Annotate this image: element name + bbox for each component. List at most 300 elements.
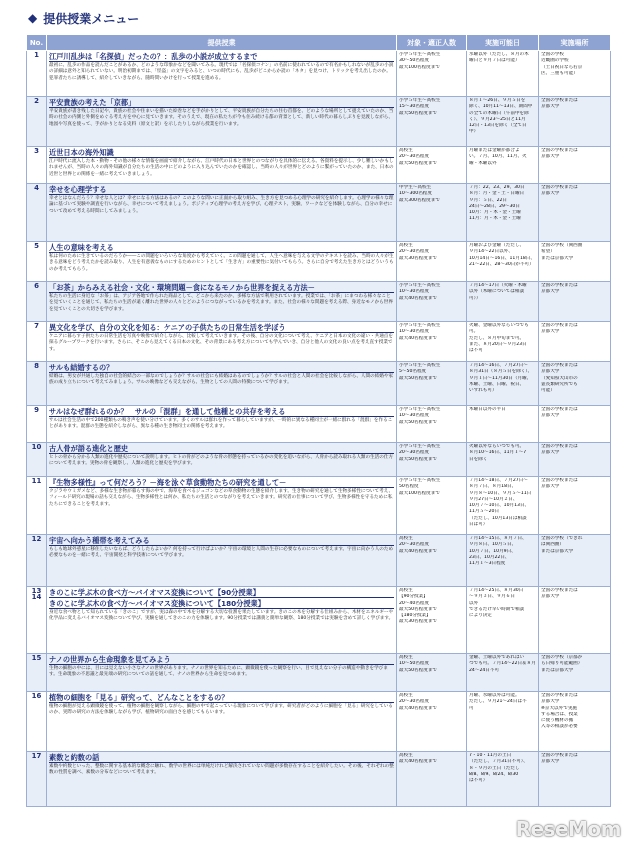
- lesson-title: 『生物多様性』って何だろう？－海を泳ぐ草食動物たちの研究を通して－: [49, 478, 394, 488]
- target-cell: [397, 692, 467, 752]
- place-cell: [539, 282, 611, 322]
- dates-line: （ただし、10月13日は相談: [469, 515, 527, 521]
- lesson-description: 私たちの生活に身近な「お茶」は、アジア各地で作られた商品として、どこから来たのか、多様な方法で利用されています。授業では、「お茶」にまつわる様々なことを見ていくことを通じて、私たちの生活が遠く離れた世界の人々とどのようにつながっているかを考えます。また、社会の様々な問題を考える際、身近なモノから世界を見ていくことの大切さを学びます。: [49, 294, 393, 312]
- target-line: 高校生: [399, 693, 413, 698]
- place-line: 京都大学: [541, 484, 560, 490]
- row-number: 15: [27, 654, 47, 692]
- dates-line: 11月１～3日程度: [469, 561, 506, 567]
- place-line: （愛知県犬山市の: [541, 375, 578, 381]
- lesson-cell: [47, 322, 397, 362]
- dates-line: 日を除く: [469, 456, 488, 462]
- dates-line: また、８月20日～９月23日: [469, 341, 527, 347]
- row-number: 7: [27, 322, 47, 362]
- dates-line: 24日～28日、29～30日: [469, 203, 520, 209]
- lesson-cell: [47, 654, 397, 692]
- lesson-title: 「お茶」からみえる社会・文化・環境問題－食になるモノから世界を捉える方法－: [49, 283, 394, 293]
- place-cell: [539, 477, 611, 535]
- page-title: [28, 8, 139, 28]
- table-row: [27, 51, 611, 97]
- target-line: 最大40名程度まで: [399, 548, 438, 554]
- target-line: 10～30名程度: [399, 289, 430, 295]
- target-cell: [397, 184, 467, 242]
- col-header-dates: 実施可能日: [467, 35, 539, 51]
- dates-line: 木曜日以外の平日: [469, 407, 506, 412]
- target-line: 最大50名程度まで: [399, 456, 438, 462]
- target-line: 最大50名程度まで: [399, 606, 438, 612]
- dates-line: ９月１日～11月30日（月曜、: [469, 375, 532, 381]
- table-row: [27, 147, 611, 184]
- place-line: 京都大学: [541, 759, 560, 765]
- target-line: 20～30名程度: [399, 542, 430, 548]
- place-line: 京都大学: [541, 413, 560, 419]
- place-line: 入等の相談が必要: [541, 724, 578, 730]
- lesson-title: 植物の細胞を「見る」研究って、どんなことをするの？: [49, 693, 394, 703]
- dates-cell: [467, 535, 539, 587]
- target-cell: [397, 654, 467, 692]
- row-number: 4: [27, 184, 47, 242]
- row-number: 12: [27, 535, 47, 587]
- place-cell: [539, 97, 611, 147]
- col-header-target: 対象・適正人数: [397, 35, 467, 51]
- lesson-cell: [47, 51, 397, 97]
- table-row: [27, 654, 611, 692]
- target-line: 10～50名程度: [399, 661, 430, 667]
- target-line: 高校生: [399, 536, 413, 541]
- target-line: 小学５年生～高校生: [399, 407, 441, 412]
- lesson-cell: [47, 587, 397, 654]
- col-header-lesson: 提供授業: [47, 35, 397, 51]
- place-cell: [539, 654, 611, 692]
- dates-line: 7・10・11月の土日: [469, 753, 512, 758]
- target-cell: [397, 147, 467, 184]
- place-line: 全国の学校または: [541, 323, 578, 328]
- table-row: [27, 242, 611, 282]
- table-row: [27, 587, 611, 654]
- dates-cell: [467, 242, 539, 282]
- col-header-no: No.: [27, 35, 47, 51]
- target-cell: [397, 242, 467, 282]
- place-cell: [539, 184, 611, 242]
- dates-line: ７月14～15日、８月７日、: [469, 536, 527, 541]
- lesson-title-2: きのこに学ぶ木の食べ方～バイオマス変換について【180分授業】: [49, 599, 394, 609]
- dates-line: ９月：５日、22日: [469, 197, 508, 203]
- target-cell: [397, 362, 467, 406]
- dates-line: 可。: [469, 329, 479, 335]
- table-row: [27, 184, 611, 242]
- place-cell: [539, 242, 611, 282]
- lesson-cell: [47, 535, 397, 587]
- row-number: 17: [27, 752, 47, 807]
- place-line: 全国の学校: [541, 52, 564, 57]
- dates-line: い。７月、10月、11月、火: [469, 154, 527, 160]
- place-line: ば関西圏）: [541, 542, 564, 548]
- dates-cell: [467, 97, 539, 147]
- place-line: 全国の学校（できれ: [541, 536, 583, 541]
- dates-line: 月曜、水曜以外は可能。: [469, 693, 520, 698]
- row-number: 13 14: [27, 587, 47, 654]
- place-line: （土日祝日なら右京: [541, 64, 583, 70]
- place-line: 可能）: [541, 388, 555, 394]
- row-number: 1: [27, 51, 47, 97]
- dates-line: できるだけ早い時期で相談: [469, 606, 525, 612]
- place-line: 全国の学校（関西圏: [541, 243, 583, 248]
- target-cell: [397, 406, 467, 443]
- target-line: 最大100名程度まで: [399, 490, 440, 496]
- dates-line: は不可: [469, 348, 483, 354]
- target-cell: [397, 322, 467, 362]
- lesson-description: 身近な食べ物として知られている「きのこ」ですが、実は森の中で木を分解する大切な役割を果たしています。きのこの木を分解する仕組みから、木材をエネルギーや化学品に変えるバイオマス変換について学び、実験を通してきのこの力を体験します。90分授業では講義と簡単な観察、180分授業では実験を含めて詳しく学びます。: [49, 610, 394, 622]
- target-line: 最大50名程度まで: [399, 667, 438, 673]
- place-line: 京都大学: [541, 594, 560, 600]
- lesson-cell: [47, 147, 397, 184]
- target-line: 10～30名程度: [399, 329, 430, 335]
- dates-line: ７月14～17日（火曜・木曜: [469, 283, 527, 288]
- row-number: 5: [27, 242, 47, 282]
- table-row: [27, 752, 611, 807]
- lesson-cell: [47, 692, 397, 752]
- place-line: 希望）: [541, 249, 555, 255]
- dates-line: により決定: [469, 613, 492, 619]
- dates-line: 10月７日、10月9日、: [469, 548, 516, 554]
- resemom-watermark: ReseMom: [515, 817, 621, 841]
- dates-line: 10月14日～16日、11月18日、: [469, 255, 535, 261]
- target-cell: [397, 535, 467, 587]
- place-line: 全国の学校または: [541, 478, 578, 483]
- target-line: 最大40名程度まで: [399, 759, 438, 765]
- place-line: 全国の学校または: [541, 283, 578, 288]
- lesson-description: 結婚は、男女が共通した独自の社会的結合の一部なのでしょうか？サルの社会にも結婚はあるのでしょうか？サルの社会と人間の社会を比較しながら、人間の結婚や家族の成り立ちについて考えてみましょう。サルの映像なども交えながら、生物としての人間の特徴について学びます。: [49, 374, 394, 386]
- target-cell: [397, 97, 467, 147]
- target-line: 10～300名程度: [399, 191, 432, 197]
- target-cell: [397, 443, 467, 477]
- lesson-title: 古人骨が語る進化と歴史: [49, 444, 394, 454]
- target-line: 中学生～高校生: [399, 185, 432, 190]
- dates-line: 中）: [469, 129, 479, 135]
- lesson-title: 平安貴族の考えた「京都」: [49, 98, 394, 108]
- dates-line: 21～22日、28～30日が不可）: [469, 261, 534, 267]
- target-line: 50名程度: [399, 484, 419, 490]
- dates-line: ただし、９月21～24日は不: [469, 699, 527, 705]
- lesson-description: 平安貴族が書き残した日記や、貴族の社会や住まいを描いた絵巻などを手がかりとして、平安貴族が自分たちの住む首都を、どのような場所として捉えていたのか、当時の社会の内側と外側をめぐる考え方を中心に見ていきます。そのうえで、現在の私たちが今も住み続ける都の背景として、新しい時代の暮らしぶりを見渡しながら、地図や写真を使って、手がかりとなる史料（原文と訳）を示したりしながら授業を行います。: [49, 109, 394, 127]
- target-line: 最大40名程度まで: [399, 295, 438, 301]
- row-number: 8: [27, 362, 47, 406]
- dates-cell: [467, 51, 539, 97]
- row-number: 2: [27, 97, 47, 147]
- place-cell: [539, 587, 611, 654]
- dates-line: 水曜以外（ただし、８月の木: [469, 52, 529, 57]
- place-line: 全国の学校（京都か: [541, 655, 583, 660]
- place-line: 全国の学校または: [541, 588, 578, 593]
- table-row: [27, 692, 611, 752]
- dates-line: ９月27日～10月２日、: [469, 496, 518, 502]
- target-line: 最大30名程度まで: [399, 619, 438, 625]
- target-line: 【180分授業】: [399, 613, 431, 619]
- place-line: に使う機材の搬: [541, 718, 574, 724]
- dates-cell: [467, 362, 539, 406]
- target-line: 最大50名程度まで: [399, 419, 438, 425]
- dates-line: 月曜または金曜が都合よ: [469, 148, 520, 153]
- place-cell: [539, 692, 611, 752]
- target-line: 小学５年生～高校生: [399, 444, 441, 449]
- dates-cell: [467, 752, 539, 807]
- target-line: 10～30名程度: [399, 413, 430, 419]
- col-header-place: 実施場所: [539, 35, 611, 51]
- target-line: 最大300名程度まで: [399, 197, 440, 203]
- dates-cell: [467, 654, 539, 692]
- place-line: 京都大学: [541, 154, 560, 160]
- row-number: 11: [27, 477, 47, 535]
- dates-line: ８・９月の土日（ただし: [469, 765, 520, 771]
- lesson-title: 異文化を学び、自分の文化を知る：ケニアの子供たちの日常生活を学ぼう: [49, 323, 394, 333]
- lesson-title: 素数と約数の話: [49, 753, 394, 763]
- place-line: 霊長類研究所でも: [541, 381, 578, 387]
- dates-line: ９月８～10日、９月５～11日: [469, 490, 532, 496]
- dates-line: 10月：月・木・金・土曜: [469, 210, 521, 216]
- target-line: 最大50名程度まで: [399, 110, 438, 116]
- lesson-menu-table: [26, 34, 611, 807]
- lesson-title: 人生の意味を考える: [49, 243, 394, 253]
- lesson-title: ナノの世界から生命現象を見てみよう: [49, 655, 394, 665]
- row-number: 3: [27, 147, 47, 184]
- dates-line: 金曜、土曜以外であればい: [469, 655, 525, 660]
- dates-cell: [467, 692, 539, 752]
- target-cell: [397, 51, 467, 97]
- lesson-description: もしも地球外惑星に移住したいならば、どうしたらよいか？何を持って行けばよいか？宇宙の環境と人間の生存に必要なものについて考えます。宇宙に向かう人のため必要なものを一緒に考え、宇宙開発と科学技術について学びます。: [49, 547, 394, 559]
- dates-line: つでも可。７月14～22日＆８月: [469, 661, 536, 667]
- target-line: 最大40名程度まで: [399, 705, 438, 711]
- place-line: 全国の学校または: [541, 407, 578, 412]
- lesson-description: 江戸時代に流入した本・動物・その他の様々な情報を画面で紹介しながら、江戸時代の日本と世界とのつながりを具体的に伝える。各資料を提示し、少し難しいかもしれませんが、当時の人々の海外知識が自分たちの生活の中にどのように入り込んでいたのかを確認し、当時の人々が世界とどのように繋がっていたのか、また、日本の近世と世界との関係を一緒に考えていきましょう。: [49, 159, 394, 177]
- dates-line: 可: [469, 705, 474, 711]
- lesson-title: 幸せを心理学する: [49, 185, 394, 195]
- lesson-title: サルも結婚するの？: [49, 363, 394, 373]
- dates-cell: [467, 184, 539, 242]
- table-row: [27, 535, 611, 587]
- dates-cell: [467, 282, 539, 322]
- dates-cell: [467, 443, 539, 477]
- dates-line: 除く、10月11～13日、期間中: [469, 104, 533, 110]
- target-line: 高校生: [399, 243, 413, 248]
- place-line: 近畿圏の学校: [541, 58, 569, 64]
- place-line: 京都大学: [541, 369, 560, 375]
- dates-line: 以外（木曜については相談: [469, 289, 525, 295]
- place-line: 全国の学校または: [541, 444, 578, 449]
- dates-line: 曜・木曜以外: [469, 160, 497, 166]
- dates-line: 火曜以外ならいつでも可。: [469, 444, 525, 449]
- dates-line: ７月14～16日、７月27日～: [469, 363, 528, 368]
- target-line: 20～30名程度: [399, 699, 430, 705]
- dates-line: 火曜、金曜以外ならいつでも: [469, 323, 529, 328]
- target-line: 小学５年生～高校生: [399, 363, 441, 368]
- place-cell: [539, 147, 611, 184]
- place-cell: [539, 535, 611, 587]
- dates-cell: [467, 147, 539, 184]
- place-cell: [539, 406, 611, 443]
- dates-line: ８月31日（８月５日を除く）、: [469, 369, 533, 375]
- table-row: [27, 406, 611, 443]
- target-line: 高校生: [399, 588, 413, 593]
- place-line: 京都大学: [541, 699, 560, 705]
- lesson-description: クジラやウミガメなど、多様な生き物が暮らす海の中で、海草を食べるジュゴンなどの草食動物の生態を紹介します。生き物の研究を通して生物多様性について考え、フィールド研究の現場の話も交えながら、生物多様性とは何か、私たちの生活とのつながりを考えていきます。研究者の仕事について学び、生物多様性を守るために私たちにできることを考えます。: [49, 489, 394, 507]
- target-line: 小学５年生～高校生: [399, 478, 441, 483]
- dates-line: は不可）: [469, 778, 488, 784]
- target-line: 高校生: [399, 655, 413, 660]
- lesson-cell: [47, 242, 397, 282]
- place-line: 京都大学: [541, 289, 560, 295]
- row-number: 9: [27, 406, 47, 443]
- place-cell: [539, 362, 611, 406]
- dates-line: 12日・13日を除く（全て日: [469, 123, 527, 129]
- target-cell: [397, 752, 467, 807]
- place-line: または京都大学: [541, 548, 574, 554]
- target-line: 最大40名程度まで: [399, 335, 438, 341]
- target-cell: [397, 282, 467, 322]
- target-line: 高校生: [399, 753, 413, 758]
- place-line: する場合は、授業: [541, 711, 578, 717]
- dates-line: 日は可）: [469, 522, 488, 528]
- dates-line: 8/8、8/9、8/24、8/30: [469, 771, 519, 777]
- dates-cell: [467, 477, 539, 535]
- target-line: 小学５年生～高校生: [399, 98, 441, 103]
- lesson-description: 素数や約数といった、整数に関する基本的な概念に触れ、数学の世界には単純だけれど解決されていない問題が多数存在することを紹介したい。その後、それぞれの整数の性質を調べ、素数の分布などについて考えます。: [49, 764, 394, 776]
- lesson-cell: [47, 406, 397, 443]
- target-line: 最大50名程度まで: [399, 160, 438, 166]
- place-line: 全国の学校または: [541, 363, 578, 368]
- table-row: [27, 362, 611, 406]
- dates-line: ８月７日、８月18日、: [469, 484, 517, 490]
- lesson-description: 幸せとはなんだろう？幸せな人とは？幸せになる方法はあるの？このような問いに正面から取り組み、生き方を見つめる心理学の研究を紹介します。心理学の様々な理論に基づいて実験や調査を行いながら、幸せについて考えましょう。ポジティブ心理学の考え方を学び、心理テスト、実験、ワークなどを体験しながら、自分の幸せについて改めて考える時間にしてみましょう。: [49, 196, 394, 214]
- lesson-title: 宇宙へ向かう種帯を考えてみる: [49, 536, 394, 546]
- target-line: 最大100名程度まで: [399, 64, 440, 70]
- dates-line: 可））: [469, 295, 481, 301]
- place-line: 全国の学校または: [541, 693, 578, 698]
- lesson-cell: [47, 477, 397, 535]
- dates-line: 23日、10月22日、: [469, 554, 510, 560]
- target-line: 最大30名程度まで: [399, 255, 438, 261]
- row-number: 16: [27, 692, 47, 752]
- place-cell: [539, 752, 611, 807]
- lesson-cell: [47, 282, 397, 322]
- dates-cell: [467, 406, 539, 443]
- place-cell: [539, 322, 611, 362]
- dates-line: 11月５～20日: [469, 509, 500, 515]
- dates-line: 月曜および金曜（ただし、: [469, 243, 525, 248]
- dates-line: ９月８日、10月５日、: [469, 542, 517, 548]
- dates-line: 11月：月・木・金・土曜: [469, 216, 521, 222]
- place-line: または京都大学: [541, 667, 574, 673]
- place-line: 全国の学校または: [541, 753, 578, 758]
- lesson-description: ヒトの骨から分かる人類の進化や歴史について説明します。ヒトの骨がどのような骨の形態を持っているかの変化を追いながら、人骨から読み取れる人類の生活の仕方について考えます。実物の骨を観察し、人類の進化と歴史を学びます。: [49, 455, 394, 467]
- lesson-description: サルは社会生活の中で200種類もの鳴き声を使い分けています。多くのサルは群れを作って暮らしていますが、一時的に異なる種同士が一緒に群れる「混群」を作ることがあります。混群の生態を紹介しながら、異なる種の生き物同士の関係を考えます。: [49, 418, 393, 430]
- target-line: 高校生: [399, 148, 413, 153]
- place-line: ※京大以外で実施: [541, 705, 578, 711]
- place-cell: [539, 51, 611, 97]
- table-row: [27, 443, 611, 477]
- lesson-description: ケニアに暮らす子供たちの日常生活を写真や映像で紹介しながら、比較して考えていきます。その後、自分の文化について考え、ケニアと日本の文化の違い・共通点を探るグループワークを行います。さらに、そこから見えてくる日本の文化、その背景にある考え方についても学んでいき、自分と他人の文化の良い点を考え直す授業です。: [49, 334, 393, 352]
- dates-line: ９月14～22日以外、: [469, 249, 513, 255]
- lesson-title: 江戸川乱歩は「名探偵」だったの？：乱歩の小説が成立するまで: [49, 52, 394, 62]
- place-line: ら日帰り可能範囲）: [541, 661, 583, 667]
- place-line: 京都大学: [541, 191, 560, 197]
- lesson-title: 近世日本の海外知識: [49, 148, 394, 158]
- dates-line: の全ての木曜日（午前中を除: [469, 110, 529, 116]
- dates-line: ７月14～18日、７月27日～: [469, 478, 528, 483]
- place-line: 全国の学校または: [541, 98, 578, 103]
- lesson-cell: [47, 443, 397, 477]
- place-line: 全国の学校または: [541, 185, 578, 190]
- table-row: [27, 97, 611, 147]
- lesson-cell: [47, 184, 397, 242]
- dates-line: ７月14～25日、８月30日: [469, 588, 524, 593]
- lesson-description: 生物の細胞の中には、目には見えない小さなナノの世界があります。ナノの世界を知るために、顕微鏡を使った観察を行い、目で見えない分子の構造や動きを学びます。生命現象の不思議と最先端の研究についての話を通して、ナノの世界から生命を見つめます。: [49, 666, 388, 678]
- lesson-description: 植物の細胞が見える顕微鏡を使って、植物の細胞を観察しながら、細胞の中で起こっている現象について学びます。研究者がどのように細胞を「見る」研究をしているのか、実際の研究の方法を体験しながら学び、植物研究の面白さを感じてもらいます。: [49, 704, 393, 716]
- place-line: または京都大学: [541, 255, 574, 261]
- target-line: 小学５年生～高校生: [399, 283, 441, 288]
- target-line: 20～40名程度: [399, 600, 430, 606]
- place-line: 区、三重も可能）: [541, 70, 578, 76]
- table-row: [27, 477, 611, 535]
- row-number: 10: [27, 443, 47, 477]
- target-line: 20～30名程度: [399, 450, 430, 456]
- dates-line: ８月：月・金・土・日曜日: [469, 191, 525, 197]
- target-line: 小学５年生～高校生: [399, 52, 441, 57]
- table-header-row: [27, 35, 611, 51]
- lesson-cell: [47, 362, 397, 406]
- place-cell: [539, 443, 611, 477]
- dates-line: 24～24日不可: [469, 667, 500, 673]
- dates-line: 曜日と９月７日は可能）: [469, 58, 520, 64]
- target-line: 20～30名程度: [399, 249, 430, 255]
- diamond-icon: ◆: [28, 11, 38, 25]
- dates-line: ただし、８月中旬まで可。: [469, 335, 525, 341]
- lesson-cell: [47, 97, 397, 147]
- target-cell: [397, 587, 467, 654]
- place-line: 京都大学: [541, 104, 560, 110]
- lesson-description: 最初に、乱歩の作品を読んだことがあるか、どのような印象かなどを聞いてみる。現代では「名探偵コナン」の名前に使われているので有名かもしれないが乱歩の小説の詳細は意外と知られていない。明治初期までは、「怪盗」の文字をみると、いつの時代にも、乱歩がどこからか読の「ネタ」を見つけ、トリックを考え出したのか。犯罪者たちに誘導して、紹介していきながら、随時問いかけを行って授業を進める。: [49, 63, 394, 81]
- place-line: 京都大学: [541, 450, 560, 456]
- lesson-cell: [47, 752, 397, 807]
- target-cell: [397, 477, 467, 535]
- dates-line: ～９月３日、９月６日: [469, 594, 515, 600]
- place-line: 京都大学: [541, 329, 560, 335]
- lesson-title: きのこに学ぶ木の食べ方～バイオマス変換について【90分授業】: [49, 588, 394, 598]
- dates-line: いずれも可）: [469, 388, 497, 394]
- table-row: [27, 322, 611, 362]
- page-title-text: 提供授業メニュー: [43, 11, 140, 26]
- dates-line: く）、９月23～25日と11月: [469, 116, 526, 122]
- dates-line: ８月１～26日、９月５日を: [469, 98, 526, 103]
- dates-cell: [467, 322, 539, 362]
- dates-cell: [467, 587, 539, 654]
- target-line: 小学５年生～高校生: [399, 323, 441, 328]
- target-line: 30～50名程度: [399, 58, 430, 64]
- dates-line: ８月10～16日、11月１～7: [469, 450, 527, 456]
- target-line: 最大50名程度まで: [399, 375, 438, 381]
- row-number: 6: [27, 282, 47, 322]
- dates-line: 10月７～10日、10月13日、: [469, 503, 530, 509]
- dates-line: 以外: [469, 600, 479, 606]
- table-row: [27, 282, 611, 322]
- target-line: 20～30名程度: [399, 154, 430, 160]
- target-line: 【90分授業】: [399, 594, 428, 600]
- dates-line: （ただし、７月31日不可）、: [469, 759, 528, 765]
- target-line: 5～50名程度: [399, 369, 427, 375]
- lesson-description: 私は何のために生きているのだろうか――この問題をいろいろな角度から考えていく。この問題を通して、人生へ意味を与える文学のテキストを読み、当時の人々が生きる意味をどう考えたかを読み取り、人生を有意義なものにするためのヒントとして「生き方」の重要性に気付いてもらう。さらに自分で考えた生き方とはどういうものか考えてもらう。: [49, 254, 394, 272]
- place-line: 全国の学校または: [541, 148, 578, 153]
- dates-line: 木曜、土曜、日曜、祝日、: [469, 381, 525, 387]
- dates-line: ７月：22、23、29、30日: [469, 185, 525, 190]
- lesson-title: サルはなぜ群れるのか？ サルの「混群」を通して他種との共存を考える: [49, 407, 394, 417]
